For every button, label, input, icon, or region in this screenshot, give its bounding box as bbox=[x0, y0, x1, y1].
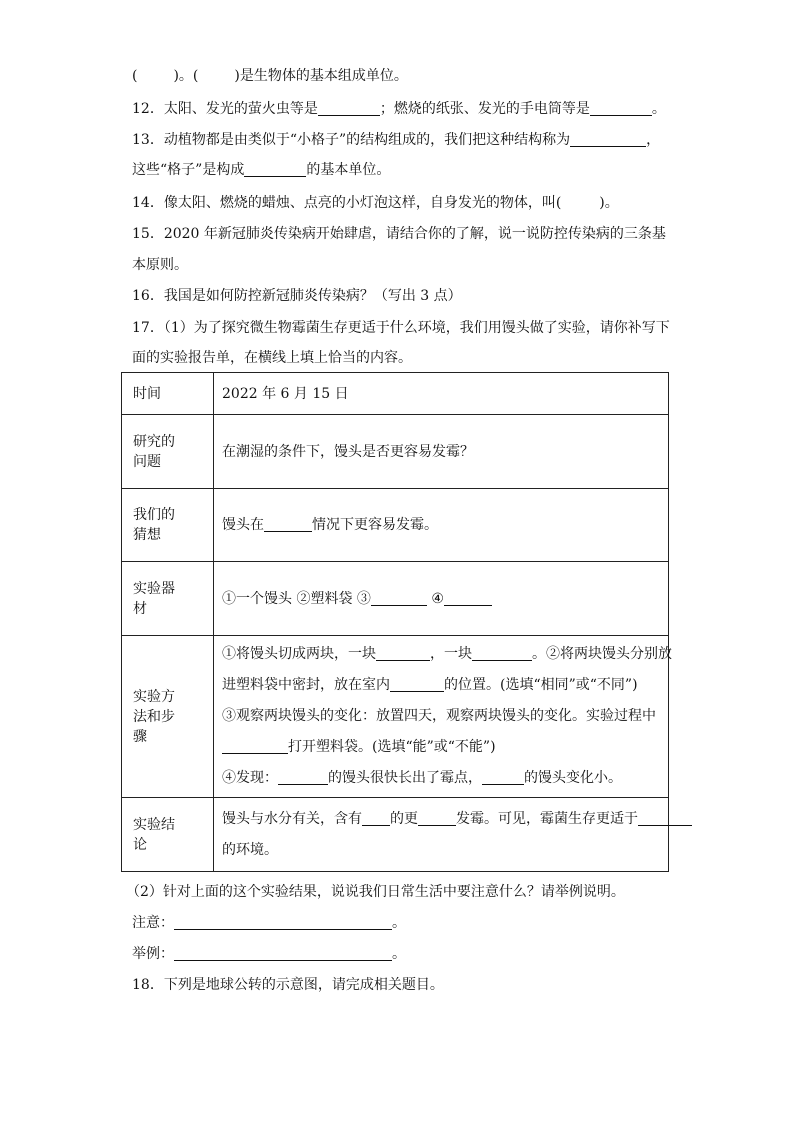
answer-blank[interactable] bbox=[264, 516, 312, 532]
question-16: 16．我国是如何防控新冠肺炎传染病？（写出 3 点） bbox=[132, 288, 462, 304]
answer-blank[interactable] bbox=[376, 645, 430, 661]
time-value: 2022 年 6 月 15 日 bbox=[214, 373, 669, 415]
answer-blank[interactable] bbox=[362, 810, 390, 826]
question-13-line1: 13．动植物都是由类似于“小格子”的结构组成的，我们把这种结构称为 ， bbox=[132, 132, 661, 148]
question-11-tail: ( )。( )是生物体的基本组成单位。 bbox=[132, 68, 408, 84]
note-answer-blank[interactable] bbox=[174, 914, 392, 930]
materials-label: 实验器 材 bbox=[122, 562, 214, 636]
method-step-1-cont: 进塑料袋中密封，放在室内 的位置。(选填“相同”或“不同”) bbox=[222, 677, 638, 693]
table-row-time bbox=[122, 373, 669, 415]
method-value bbox=[214, 636, 672, 798]
question-13-line2: 这些“格子”是构成 的基本单位。 bbox=[132, 162, 391, 178]
materials-value: ①一个馒头 ②塑料袋 ③ ④ bbox=[214, 562, 669, 636]
conclusion-label: 实验结 论 bbox=[122, 798, 214, 872]
question-17-part2: （2）针对上面的这个实验结果，说说我们日常生活中要注意什么？请举例说明。 bbox=[126, 884, 625, 900]
answer-blank[interactable] bbox=[244, 161, 306, 177]
answer-blank[interactable] bbox=[570, 131, 646, 147]
answer-blank[interactable] bbox=[318, 100, 380, 116]
question-label: 研究的 问题 bbox=[122, 415, 214, 489]
answer-blank[interactable] bbox=[590, 100, 652, 116]
method-step-3-cont: 打开塑料袋。(选填“能”或“不能”) bbox=[222, 732, 660, 763]
method-step-3: ③观察两块馒头的变化：放置四天，观察两块馒头的变化。实验过程中 bbox=[222, 708, 656, 724]
answer-blank[interactable] bbox=[278, 769, 328, 785]
answer-blank[interactable] bbox=[371, 590, 427, 606]
question-value: 在潮湿的条件下，馒头是否更容易发霉？ bbox=[214, 415, 669, 489]
answer-blank[interactable] bbox=[638, 810, 692, 826]
answer-blank[interactable] bbox=[472, 645, 532, 661]
table-row-conclusion bbox=[122, 798, 669, 872]
time-label: 时间 bbox=[122, 373, 214, 415]
table-row-question bbox=[122, 415, 669, 489]
method-label: 实验方 法和步 骤 bbox=[122, 636, 214, 798]
experiment-report-table bbox=[121, 372, 672, 872]
question-15-line2: 本原则。 bbox=[132, 257, 188, 273]
note-line: 注意： 。 bbox=[132, 915, 406, 931]
answer-blank[interactable] bbox=[482, 769, 524, 785]
guess-value: 馒头在 情况下更容易发霉。 bbox=[214, 489, 669, 562]
answer-blank[interactable] bbox=[418, 810, 456, 826]
question-17-intro-line2: 面的实验报告单，在横线上填上恰当的内容。 bbox=[132, 350, 412, 366]
method-step-4: ④发现： 的馒头很快长出了霉点， 的馒头变化小。 bbox=[222, 770, 622, 786]
example-answer-blank[interactable] bbox=[174, 945, 392, 961]
table-row-materials bbox=[122, 562, 669, 636]
conclusion-value: 馒头与水分有关，含有 的更 发霉。可见，霉菌生存更适于 的环境。 bbox=[214, 798, 669, 872]
answer-blank[interactable] bbox=[222, 738, 288, 754]
question-18: 18．下列是地球公转的示意图，请完成相关题目。 bbox=[132, 977, 444, 993]
table-row-guess bbox=[122, 489, 669, 562]
answer-blank[interactable] bbox=[444, 590, 492, 606]
example-line: 举例： 。 bbox=[132, 946, 406, 962]
answer-blank[interactable] bbox=[390, 676, 444, 692]
question-17-intro-line1: 17．（1）为了探究微生物霉菌生存更适于什么环境，我们用馒头做了实验，请你补写下 bbox=[132, 320, 670, 336]
question-15-line1: 15．2020 年新冠肺炎传染病开始肆虐，请结合你的了解，说一说防控传染病的三条基 bbox=[132, 226, 666, 242]
table-row-method bbox=[122, 636, 669, 798]
question-12: 12．太阳、发光的萤火虫等是 ；燃烧的纸张、发光的手电筒等是 。 bbox=[132, 101, 666, 117]
guess-label: 我们的 猜想 bbox=[122, 489, 214, 562]
method-step-1: ①将馒头切成两块，一块 ，一块 。②将两块馒头分别放 bbox=[222, 646, 672, 662]
question-14: 14．像太阳、燃烧的蜡烛、点亮的小灯泡这样，自身发光的物体，叫( )。 bbox=[132, 195, 619, 211]
